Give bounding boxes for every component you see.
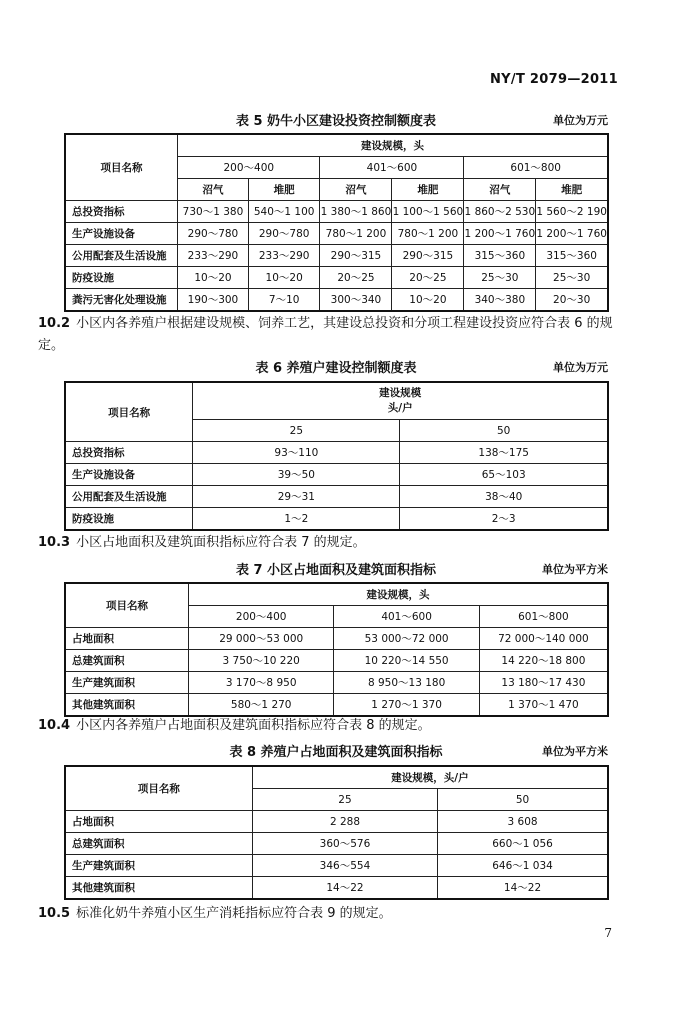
row-label: 公用配套及生活设施 <box>65 486 193 508</box>
table5-subheader: 堆肥 <box>536 179 608 201</box>
table-row <box>65 245 608 267</box>
table5-range: 401～600 <box>320 157 464 179</box>
table-cell: 290～780 <box>248 223 320 245</box>
table-cell: 14～22 <box>252 877 437 900</box>
table-cell: 14～22 <box>438 877 608 900</box>
table-row <box>65 486 608 508</box>
table5-unit: 单位为万元 <box>553 114 608 127</box>
table5-item-header: 项目名称 <box>65 134 178 201</box>
table-cell: 20～25 <box>320 267 392 289</box>
scale-header-line: 头/户 <box>387 402 413 414</box>
row-label: 生产建筑面积 <box>65 672 188 694</box>
table-cell: 780～1 200 <box>392 223 464 245</box>
row-label: 生产设施设备 <box>65 464 193 486</box>
row-label: 总投资指标 <box>65 442 193 464</box>
table-cell: 646～1 034 <box>438 855 608 877</box>
table-cell: 3 170～8 950 <box>188 672 333 694</box>
table5-range: 200～400 <box>178 157 320 179</box>
table-cell: 1 200～1 760 <box>536 223 608 245</box>
table-cell: 1 270～1 370 <box>334 694 479 717</box>
table6-caption-row <box>64 357 608 377</box>
table-cell: 360～576 <box>252 833 437 855</box>
table-cell: 29 000～53 000 <box>188 628 333 650</box>
table7-caption: 表 7 小区占地面积及建筑面积指标 <box>235 563 437 578</box>
table-cell: 540～1 100 <box>248 201 320 223</box>
table-row <box>65 628 608 650</box>
paragraph-10-3 <box>38 532 638 554</box>
table7-unit: 单位为平方米 <box>542 563 608 576</box>
row-label: 生产设施设备 <box>65 223 178 245</box>
table-cell: 1 380～1 860 <box>320 201 392 223</box>
table5-subheader: 堆肥 <box>392 179 464 201</box>
table-cell: 7～10 <box>248 289 320 312</box>
scale-header-line: 建设规模 <box>379 387 422 399</box>
paragraph-10-4 <box>38 715 638 737</box>
table-cell: 315～360 <box>536 245 608 267</box>
row-label: 粪污无害化处理设施 <box>65 289 178 312</box>
table-cell: 1 200～1 760 <box>464 223 536 245</box>
table6-col: 25 <box>193 420 400 442</box>
table7-item-header: 项目名称 <box>65 583 188 628</box>
table6-scale-header <box>193 382 608 420</box>
table-cell: 340～380 <box>464 289 536 312</box>
table-cell: 10 220～14 550 <box>334 650 479 672</box>
table-cell: 233～290 <box>248 245 320 267</box>
table-cell: 14 220～18 800 <box>479 650 608 672</box>
table7-col: 200～400 <box>188 606 333 628</box>
table-row <box>65 833 608 855</box>
page-number: 7 <box>604 926 612 940</box>
paragraph-text: 小区内各养殖户根据建设规模、饲养工艺，其建设总投资和分项工程建设投资应符合表 6 的规定。 <box>38 316 613 353</box>
section-number: 10.2 <box>38 316 71 331</box>
row-label: 其他建筑面积 <box>65 694 188 717</box>
table-cell: 190～300 <box>178 289 249 312</box>
table-cell: 233～290 <box>178 245 249 267</box>
table-cell: 660～1 056 <box>438 833 608 855</box>
table7-col: 401～600 <box>334 606 479 628</box>
table-cell: 580～1 270 <box>188 694 333 717</box>
table5-subheader: 沼气 <box>178 179 249 201</box>
table-cell: 72 000～140 000 <box>479 628 608 650</box>
table-row <box>65 650 608 672</box>
paragraph-text: 小区内各养殖户占地面积及建筑面积指标应符合表 8 的规定。 <box>76 718 431 733</box>
table-row <box>65 855 608 877</box>
table6 <box>64 381 609 531</box>
paragraph-text: 标准化奶牛养殖小区生产消耗指标应符合表 9 的规定。 <box>76 906 392 921</box>
table-cell: 53 000～72 000 <box>334 628 479 650</box>
row-label: 防疫设施 <box>65 267 178 289</box>
table-row <box>65 877 608 900</box>
table7-col: 601～800 <box>479 606 608 628</box>
table8-unit: 单位为平方米 <box>542 745 608 758</box>
table-row <box>65 508 608 531</box>
table-cell: 1 860～2 530 <box>464 201 536 223</box>
paragraph-10-5 <box>38 903 638 925</box>
row-label: 占地面积 <box>65 628 188 650</box>
table5-caption-row <box>64 110 608 130</box>
table5 <box>64 133 609 312</box>
table-row <box>65 811 608 833</box>
standard-number: NY/T 2079—2011 <box>490 72 618 87</box>
table-row <box>65 289 608 312</box>
table-cell: 20～25 <box>392 267 464 289</box>
table-cell: 1～2 <box>193 508 400 531</box>
section-number: 10.3 <box>38 535 71 550</box>
table7-scale-header: 建设规模，头 <box>188 583 608 606</box>
table6-unit: 单位为万元 <box>553 361 608 374</box>
table-cell: 1 370～1 470 <box>479 694 608 717</box>
table-cell: 1 100～1 560 <box>392 201 464 223</box>
table6-caption: 表 6 养殖户建设控制额度表 <box>255 361 417 376</box>
table-cell: 3 608 <box>438 811 608 833</box>
table-cell: 20～30 <box>536 289 608 312</box>
table-cell: 138～175 <box>400 442 608 464</box>
table8-item-header: 项目名称 <box>65 766 252 811</box>
table-cell: 93～110 <box>193 442 400 464</box>
table5-subheader: 沼气 <box>464 179 536 201</box>
table-cell: 290～315 <box>392 245 464 267</box>
table6-col: 50 <box>400 420 608 442</box>
section-number: 10.4 <box>38 718 71 733</box>
row-label: 总建筑面积 <box>65 833 252 855</box>
table8-scale-header: 建设规模，头/户 <box>252 766 608 789</box>
section-number: 10.5 <box>38 906 71 921</box>
table8-col: 50 <box>438 789 608 811</box>
row-label: 公用配套及生活设施 <box>65 245 178 267</box>
table-cell: 38～40 <box>400 486 608 508</box>
table-cell: 300～340 <box>320 289 392 312</box>
table-row <box>65 672 608 694</box>
table5-subheader: 沼气 <box>320 179 392 201</box>
table8-caption: 表 8 养殖户占地面积及建筑面积指标 <box>229 745 443 760</box>
table8-caption-row <box>64 741 608 761</box>
table8-col: 25 <box>252 789 437 811</box>
table-cell: 10～20 <box>392 289 464 312</box>
table-cell: 25～30 <box>464 267 536 289</box>
row-label: 其他建筑面积 <box>65 877 252 900</box>
row-label: 占地面积 <box>65 811 252 833</box>
table-cell: 780～1 200 <box>320 223 392 245</box>
table-cell: 290～780 <box>178 223 249 245</box>
table-cell: 25～30 <box>536 267 608 289</box>
table-cell: 1 560～2 190 <box>536 201 608 223</box>
row-label: 总投资指标 <box>65 201 178 223</box>
table-cell: 65～103 <box>400 464 608 486</box>
row-label: 生产建筑面积 <box>65 855 252 877</box>
table-cell: 3 750～10 220 <box>188 650 333 672</box>
table-cell: 10～20 <box>178 267 249 289</box>
table-row <box>65 694 608 717</box>
table5-range: 601～800 <box>464 157 608 179</box>
table6-item-header: 项目名称 <box>65 382 193 442</box>
table-row <box>65 464 608 486</box>
table5-subheader: 堆肥 <box>248 179 320 201</box>
table-row <box>65 442 608 464</box>
table-row <box>65 201 608 223</box>
table-cell: 2～3 <box>400 508 608 531</box>
table-cell: 290～315 <box>320 245 392 267</box>
table8 <box>64 765 609 900</box>
table-cell: 730～1 380 <box>178 201 249 223</box>
table-cell: 8 950～13 180 <box>334 672 479 694</box>
table-cell: 39～50 <box>193 464 400 486</box>
table-cell: 315～360 <box>464 245 536 267</box>
table-cell: 346～554 <box>252 855 437 877</box>
row-label: 总建筑面积 <box>65 650 188 672</box>
table5-scale-header: 建设规模，头 <box>178 134 608 157</box>
table-row <box>65 223 608 245</box>
row-label: 防疫设施 <box>65 508 193 531</box>
paragraph-text: 小区占地面积及建筑面积指标应符合表 7 的规定。 <box>76 535 366 550</box>
table-cell: 2 288 <box>252 811 437 833</box>
table7 <box>64 582 609 717</box>
table-cell: 10～20 <box>248 267 320 289</box>
table-cell: 13 180～17 430 <box>479 672 608 694</box>
table5-caption: 表 5 奶牛小区建设投资控制额度表 <box>235 114 437 129</box>
paragraph-10-2 <box>38 313 638 357</box>
table7-caption-row <box>64 559 608 579</box>
table-row <box>65 267 608 289</box>
table-cell: 29～31 <box>193 486 400 508</box>
